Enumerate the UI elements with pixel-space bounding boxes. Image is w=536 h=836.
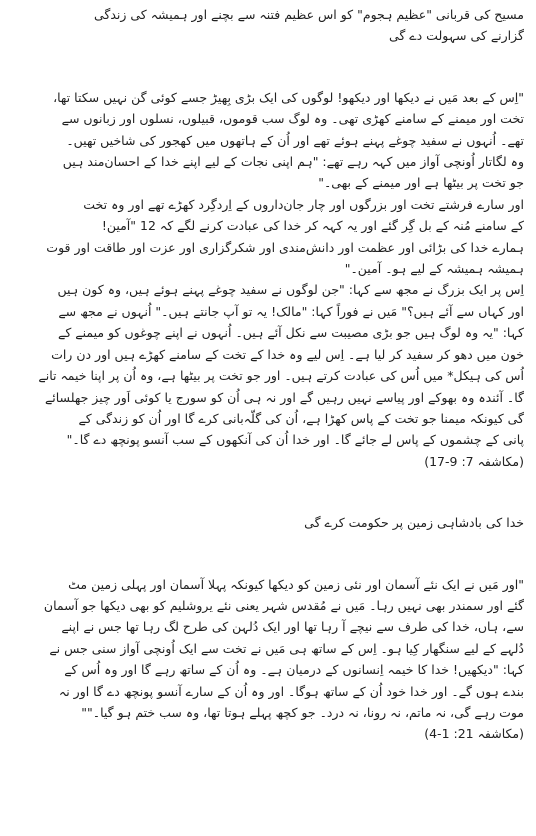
quote-line: بندے ہوں گے۔ اور خدا خود اُن کے ساتھ ہوگا۔ اور وہ اُن کے سارے آنسو پونچھ دے گا اور نہ <box>58 683 524 699</box>
quote-line: "اِس کے بعد مَیں نے دیکھا اور دیکھو! لوگوں کی ایک بڑی بِھیڑ جسے کوئی گن نہیں سکتا تھا، <box>53 89 524 105</box>
quote-line: کہا: "یہ وہ لوگ ہیں جو بڑی مصیبت سے نکل آئے ہیں۔ اُنہوں نے اپنے چوغوں کو میمنے کے <box>58 325 524 341</box>
quote-line: گی کیونکہ میمنا جو تخت کے پاس کھڑا ہے، اُن کی گلّہ‌بانی کرے گا اور اُن کو زندگی کے <box>78 410 524 426</box>
quote-line: خون میں دھو کر سفید کر لیا ہے۔ اِس لیے وہ خدا کے تخت کے سامنے کھڑے ہیں اور دن رات <box>51 346 524 362</box>
intro-line: گزارنے کی سہولت دے گی <box>388 28 524 44</box>
scripture-reference: (مکاشفہ 7: 9-17) <box>424 453 524 469</box>
quote-line: ہمارے خدا کی بڑائی اور عظمت اور دانش‌مندی اور شکرگزاری اور عزت اور طاقت اور قوت <box>46 239 524 255</box>
quote-line: ہمیشہ ہمیشہ کے لیے ہو۔ آمین۔" <box>344 261 524 277</box>
quote-line: تخت اور میمنے کے سامنے کھڑی تھی۔ وہ لوگ سب قوموں، قبیلوں، نسلوں اور زبانوں سے <box>61 111 524 127</box>
intro-line: مسیح کی قربانی "عظیم ہجوم" کو اس عظیم فتنہ سے بچنے اور ہمیشہ کی زندگی <box>93 7 524 22</box>
quote-line: "اور مَیں نے ایک نئے آسمان اور نئی زمین کو دیکھا کیونکہ پہلا آسمان اور پہلی زمین مٹ <box>68 576 524 592</box>
quote-line: موت رہے گی، نہ ماتم، نہ رونا، نہ درد۔ جو کچھ پہلے ہوتا تھا، وہ سب ختم ہو گیا۔"" <box>81 704 524 720</box>
quote-line: اور کہاں سے آئے ہیں؟" مَیں نے فوراً کہا: "مالک! یہ تو آپ جانتے ہیں۔" اُنہوں نے مجھ سے <box>58 303 524 319</box>
quote-line: وہ لگاتار اُونچی آواز میں کہہ رہے تھے: "ہم اپنی نجات کے لیے اپنے خدا کے احسان‌مند ہیں <box>62 154 524 170</box>
quote-line: اور سارے فرشتے تخت اور بزرگوں اور چار جان‌داروں کے اِردگِرد کھڑے تھے اور وہ تخت <box>83 196 524 212</box>
quote-line: جو تخت پر بیٹھا ہے اور میمنے کے بھی۔" <box>318 175 524 191</box>
quote-line: سے، ہاں، خدا کی طرف سے نیچے آ رہا تھا اور ایک دُلہن کی طرح لگ رہا تھا جس نے اپنے <box>61 619 524 635</box>
quote-line: دُلہے کے لیے سنگھار کِیا ہو۔ اِس کے ساتھ ہی مَیں نے تخت سے ایک اُونچی آواز سنی جس نے <box>49 640 524 656</box>
quote-line: پانی کے چشموں کے پاس لے جائے گا۔ اور خدا اُن کی آنکھوں کے سب آنسو پونچھ دے گا۔" <box>66 432 524 448</box>
revelation-21-quote <box>12 574 524 745</box>
quote-line: تھے۔ اُنہوں نے سفید چوغے پہنے ہوئے تھے اور اُن کے ہاتھوں میں کھجور کی شاخیں تھیں۔ <box>66 132 524 148</box>
scripture-reference: (مکاشفہ 21: 1-4) <box>424 726 524 742</box>
quote-line: گا۔ آئندہ وہ بھوکے اور پیاسے نہیں رہیں گے اور نہ ہی اُن کو سورج یا کوئی اَور چیز جھلسائے <box>44 389 524 405</box>
intro-paragraph <box>12 4 524 47</box>
quote-line: کے سامنے مُنہ کے بل گِر گئے اور یہ کہہ کر خدا کی عبادت کرنے لگے کہ 12 "آمین! <box>101 218 524 234</box>
quote-line: اُس کی ہیکل* میں اُس کی عبادت کرتے ہیں۔ اور جو تخت پر بیٹھا ہے، وہ اُن پر اپنا خیمہ تانے <box>38 368 524 384</box>
quote-line: اِس پر ایک بزرگ نے مجھ سے کہا: "جن لوگوں نے سفید چوغے پہنے ہوئے ہیں، وہ کون ہیں <box>57 282 524 298</box>
section-heading: خدا کی بادشاہی زمین پر حکومت کرے گی <box>304 515 524 531</box>
revelation-7-quote <box>12 87 524 472</box>
quote-line: گئے اور سمندر بھی نہیں رہا۔ مَیں نے مُقدس شہر یعنی نئے یروشلیم کو بھی دیکھا جو آسمان <box>43 597 524 613</box>
quote-line: کہا: "دیکھیں! خدا کا خیمہ اِنسانوں کے درمیان ہے۔ وہ اُن کے ساتھ رہے گا اور وہ اُس کے <box>64 662 524 678</box>
